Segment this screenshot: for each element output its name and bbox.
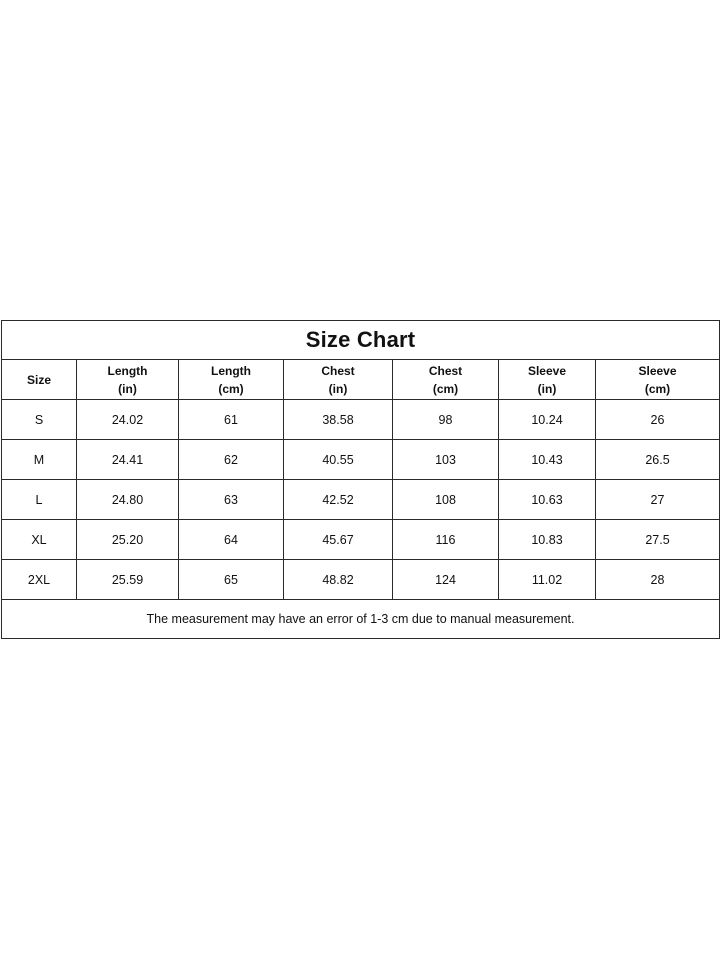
table-cell: 116 <box>393 520 499 560</box>
table-cell: 65 <box>179 560 284 600</box>
header-unit: (cm) <box>644 381 671 396</box>
measurement-note: The measurement may have an error of 1-3 cm due to manual measurement. <box>2 600 720 639</box>
table-cell: 27 <box>596 480 720 520</box>
header-label: Chest <box>428 363 463 378</box>
table-cell: 26 <box>596 400 720 440</box>
size-cell: M <box>2 440 77 480</box>
header-label: Length <box>211 363 251 378</box>
header-sleeve-cm <box>596 360 720 400</box>
table-cell: 10.63 <box>499 480 596 520</box>
header-sleeve-in <box>499 360 596 400</box>
table-cell: 64 <box>179 520 284 560</box>
table-cell: 62 <box>179 440 284 480</box>
table-row <box>2 480 720 520</box>
table-cell: 10.43 <box>499 440 596 480</box>
note-row <box>2 600 720 639</box>
table-cell: 25.59 <box>77 560 179 600</box>
table-title: Size Chart <box>2 321 720 360</box>
header-label: Chest <box>321 363 355 378</box>
table-cell: 24.41 <box>77 440 179 480</box>
header-label: Sleeve <box>527 363 567 378</box>
header-unit: (cm) <box>218 381 244 396</box>
table-cell: 98 <box>393 400 499 440</box>
header-unit: (in) <box>118 381 137 396</box>
title-row <box>2 321 720 360</box>
table-cell: 10.83 <box>499 520 596 560</box>
header-length-in <box>77 360 179 400</box>
table-cell: 42.52 <box>284 480 393 520</box>
header-chest-in <box>284 360 393 400</box>
header-label: Length <box>107 363 148 378</box>
table-cell: 124 <box>393 560 499 600</box>
table-cell: 48.82 <box>284 560 393 600</box>
table-cell: 28 <box>596 560 720 600</box>
table-cell: 10.24 <box>499 400 596 440</box>
table-cell: 24.02 <box>77 400 179 440</box>
table-cell: 27.5 <box>596 520 720 560</box>
table-cell: 11.02 <box>499 560 596 600</box>
header-row <box>2 360 720 400</box>
table-cell: 108 <box>393 480 499 520</box>
table-cell: 40.55 <box>284 440 393 480</box>
table-cell: 45.67 <box>284 520 393 560</box>
table-cell: 61 <box>179 400 284 440</box>
size-cell: XL <box>2 520 77 560</box>
header-chest-cm <box>393 360 499 400</box>
header-unit: (in) <box>328 381 348 396</box>
header-unit: (in) <box>537 381 557 396</box>
header-label: Sleeve <box>638 363 677 378</box>
header-length-cm <box>179 360 284 400</box>
table-cell: 24.80 <box>77 480 179 520</box>
table-cell: 63 <box>179 480 284 520</box>
size-cell: 2XL <box>2 560 77 600</box>
table-row <box>2 400 720 440</box>
table-row <box>2 520 720 560</box>
header-unit: (cm) <box>432 381 459 396</box>
header-label: Size <box>26 372 51 387</box>
size-cell: S <box>2 400 77 440</box>
table-cell: 26.5 <box>596 440 720 480</box>
table-row <box>2 560 720 600</box>
table-cell: 103 <box>393 440 499 480</box>
size-cell: L <box>2 480 77 520</box>
size-chart-table <box>1 320 720 639</box>
table-cell: 25.20 <box>77 520 179 560</box>
table-row <box>2 440 720 480</box>
table-cell: 38.58 <box>284 400 393 440</box>
header-size <box>2 360 77 400</box>
